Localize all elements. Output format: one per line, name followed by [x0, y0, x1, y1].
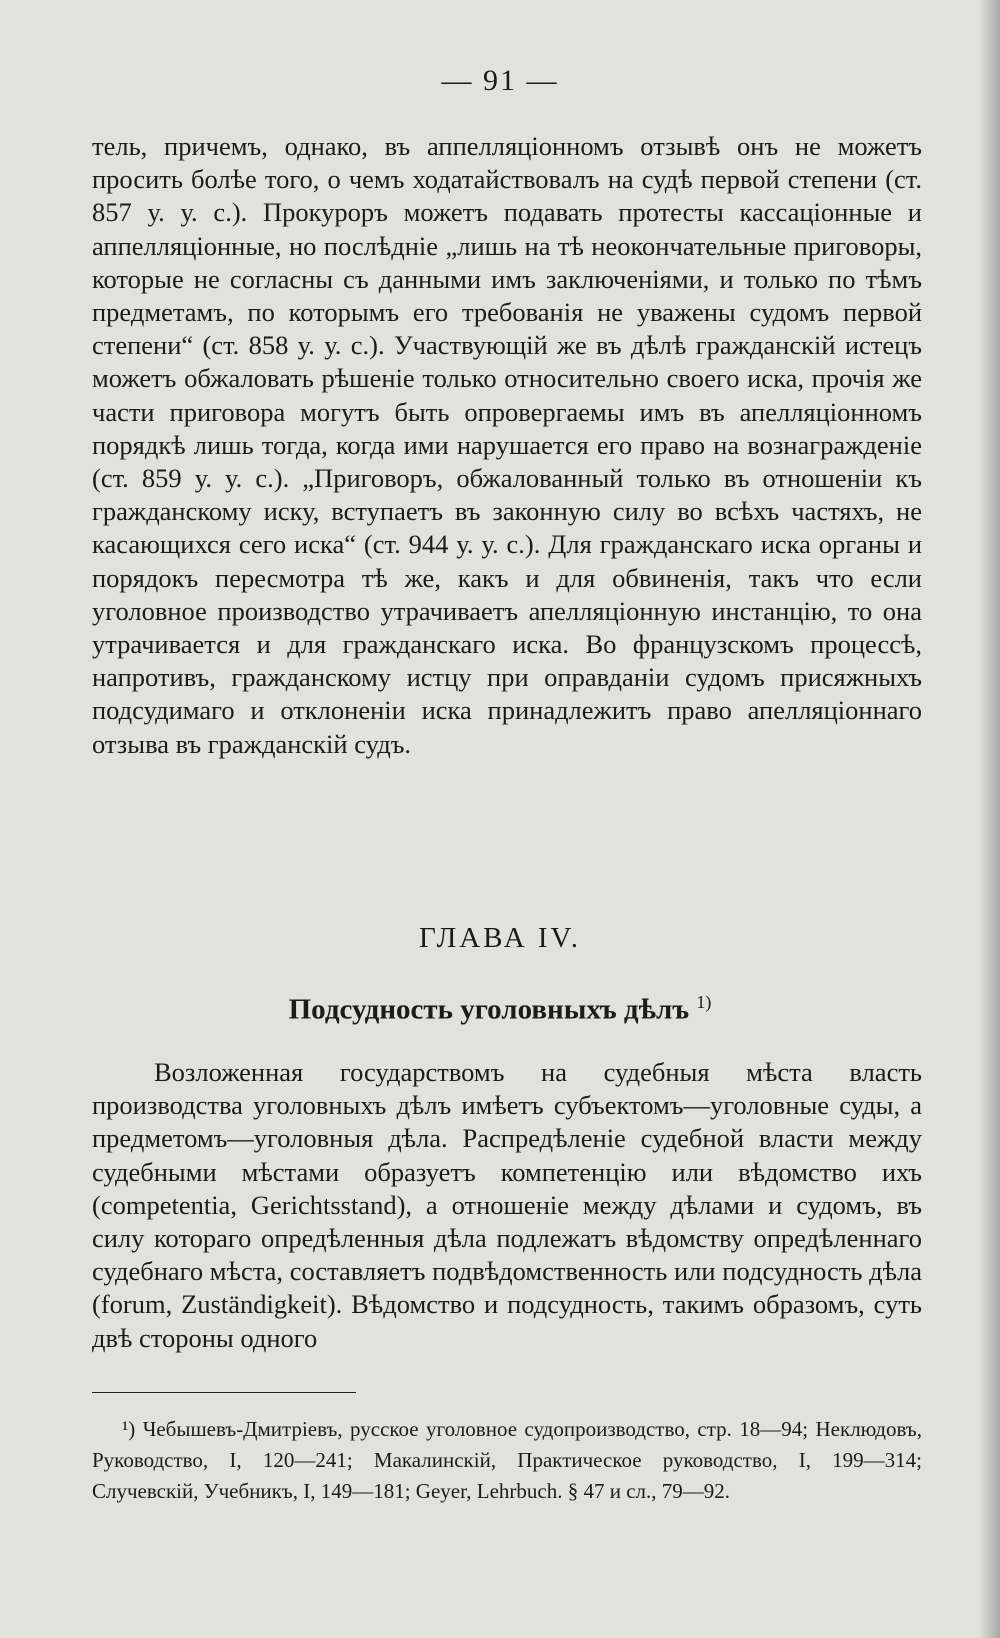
page-number: — 91 —: [441, 64, 559, 97]
section-title-text: Подсудность уголовныхъ дѣлъ: [288, 993, 690, 1026]
paragraph-opening: Возложенная государствомъ на судебныя мѣста власть производства уголовныхъ дѣлъ имѣетъ субъектомъ—уголовные суды, а предметомъ—уголовныя дѣла. Распредѣленіе судебной власти между судебными мѣстами образуетъ компетенцію или вѣдомство ихъ (competentia, Gerichtsstand), а отношеніе между дѣлами и судомъ, въ силу котораго опредѣленныя дѣла подлежатъ вѣдомству опредѣленнаго судебнаго мѣста, составляетъ подвѣдомственность или подсудность дѣла (forum, Zuständigkeit). Вѣдомство и подсудность, такимъ образомъ, суть двѣ стороны одного: [92, 1057, 922, 1353]
section-title: [0, 992, 1000, 1027]
chapter-heading: ГЛАВА IV.: [418, 922, 582, 954]
footnote-divider: [92, 1392, 356, 1393]
footnote-marker: 1): [696, 992, 712, 1012]
footnote: ¹) Чебышевъ-Дмитріевъ, русское уголовное судопроизводство, стр. 18—94; Неклюдовъ, Руководство, I, 120—241; Макалинскій, Практическое руководство, I, 199—314; Случевскій, Учебникъ, I, 149—181; Geyer, Lehrbuch. § 47 и сл., 79—92.: [92, 1417, 922, 1503]
paragraph-continued: тель, причемъ, однако, въ аппелляціонномъ отзывѣ онъ не можетъ просить болѣе того, о чемъ ходатайствовалъ на судѣ первой степени (ст. 857 у. у. с.). Прокуроръ можетъ подавать протесты кассаціонные и аппелляціонные, но послѣдніе „лишь на тѣ неокончательные приговоры, которые не согласны съ данными имъ заключеніями, и только по тѣмъ предметамъ, по которымъ его требованія не уважены судомъ первой степени“ (ст. 858 у. у. с.). Участвующій же въ дѣлѣ гражданскій истецъ можетъ обжаловать рѣшеніе только относительно своего иска, прочія же части приговора могутъ быть опровергаемы имъ въ апелляціонномъ порядкѣ лишь тогда, когда ими нарушается его право на вознагражденіе (ст. 859 у. у. с.). „Приговоръ, обжалованный только въ отношеніи къ гражданскому иску, вступаетъ въ законную силу во всѣхъ частяхъ, не касающихся сего иска“ (ст. 944 у. у. с.). Для гражданскаго иска органы и порядокъ пересмотра тѣ же, какъ и для обвиненія, такъ что если уголовное производство утрачиваетъ апелляціонную инстанцію, то она утрачивается и для гражданскаго иска. Во французскомъ процессѣ, напротивъ, гражданскому истцу при оправданіи судомъ присяжныхъ подсудимаго и отклоненіи иска принадлежитъ право апелляціоннаго отзыва въ гражданскій судъ.: [92, 131, 922, 759]
